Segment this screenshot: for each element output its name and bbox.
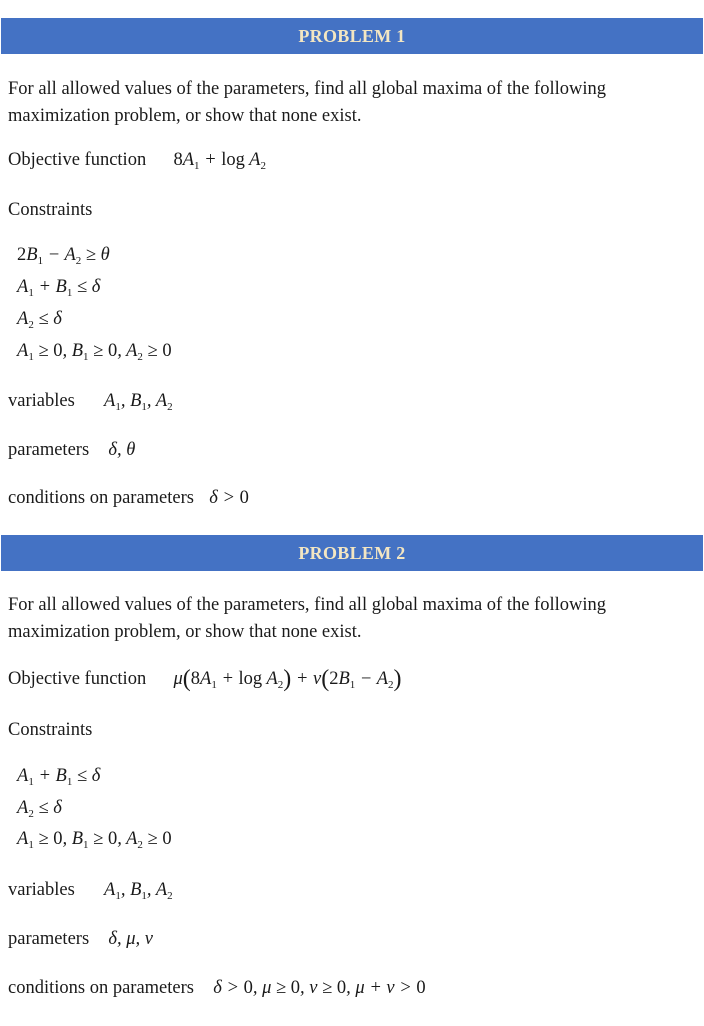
- problem-2-objective: [8, 666, 402, 693]
- variables-list: $A_1$, $B_1$, $A_2$: [104, 880, 173, 902]
- variables-label: variables: [8, 391, 75, 411]
- problem-2-constraint: $A_1 \ge 0$, $B_1 \ge 0$, $A_2 \ge 0$: [17, 829, 172, 851]
- conditions-formula: δ > 0, μ ≥ 0, ν ≥ 0, μ + ν > 0: [213, 978, 426, 998]
- parameters-list: δ, μ, ν: [108, 929, 154, 949]
- problem-1-intro: For all allowed values of the parameters, find all global maxima of the following maximization problem, or show that none exist.: [8, 79, 606, 126]
- problem-2-constraint: $A_2 \le \delta$: [17, 798, 62, 820]
- parameters-list: δ, θ: [108, 440, 136, 460]
- problem-1-variables: [8, 391, 173, 413]
- problem-1-constraint: $2B_1 - A_2 \ge \theta$: [17, 245, 110, 267]
- problem-1-header: PROBLEM 1: [1, 18, 703, 54]
- parameters-label: parameters: [8, 929, 90, 949]
- problem-2-constraint: $A_1 + B_1 \le \delta$: [17, 766, 101, 788]
- problem-2-intro: For all allowed values of the parameters, find all global maxima of the following maximization problem, or show that none exist.: [8, 595, 606, 642]
- problem-2-header: PROBLEM 2: [1, 535, 703, 571]
- problem-1-constraint: $A_1 \ge 0$, $B_1 \ge 0$, $A_2 \ge 0$: [17, 341, 172, 363]
- objective-formula: $\mu(8A_1 + \log A_2) + \nu(2B_1 - A_2)$: [173, 666, 402, 692]
- objective-label: Objective function: [8, 669, 147, 689]
- problem-2-conditions: [8, 978, 426, 999]
- problem-1-conditions: [8, 488, 249, 509]
- problem-1-constraints-label: Constraints: [8, 200, 93, 220]
- parameters-label: parameters: [8, 440, 90, 460]
- variables-list: $A_1$, $B_1$, $A_2$: [104, 391, 173, 413]
- variables-label: variables: [8, 880, 75, 900]
- problem-1-parameters: [8, 440, 135, 461]
- conditions-label: conditions on parameters: [8, 488, 194, 508]
- objective-formula: $8A_1 + \log A_2$: [173, 150, 266, 172]
- problem-2-variables: [8, 880, 173, 902]
- problem-1-constraint: $A_2 \le \delta$: [17, 309, 62, 331]
- conditions-label: conditions on parameters: [8, 978, 194, 998]
- objective-label: Objective function: [8, 150, 147, 170]
- problem-1-constraint: $A_1 + B_1 \le \delta$: [17, 277, 101, 299]
- conditions-formula: δ > 0: [209, 488, 249, 508]
- problem-2-constraints-label: Constraints: [8, 720, 93, 740]
- problem-2-parameters: [8, 929, 153, 950]
- problem-1-objective: [8, 150, 266, 172]
